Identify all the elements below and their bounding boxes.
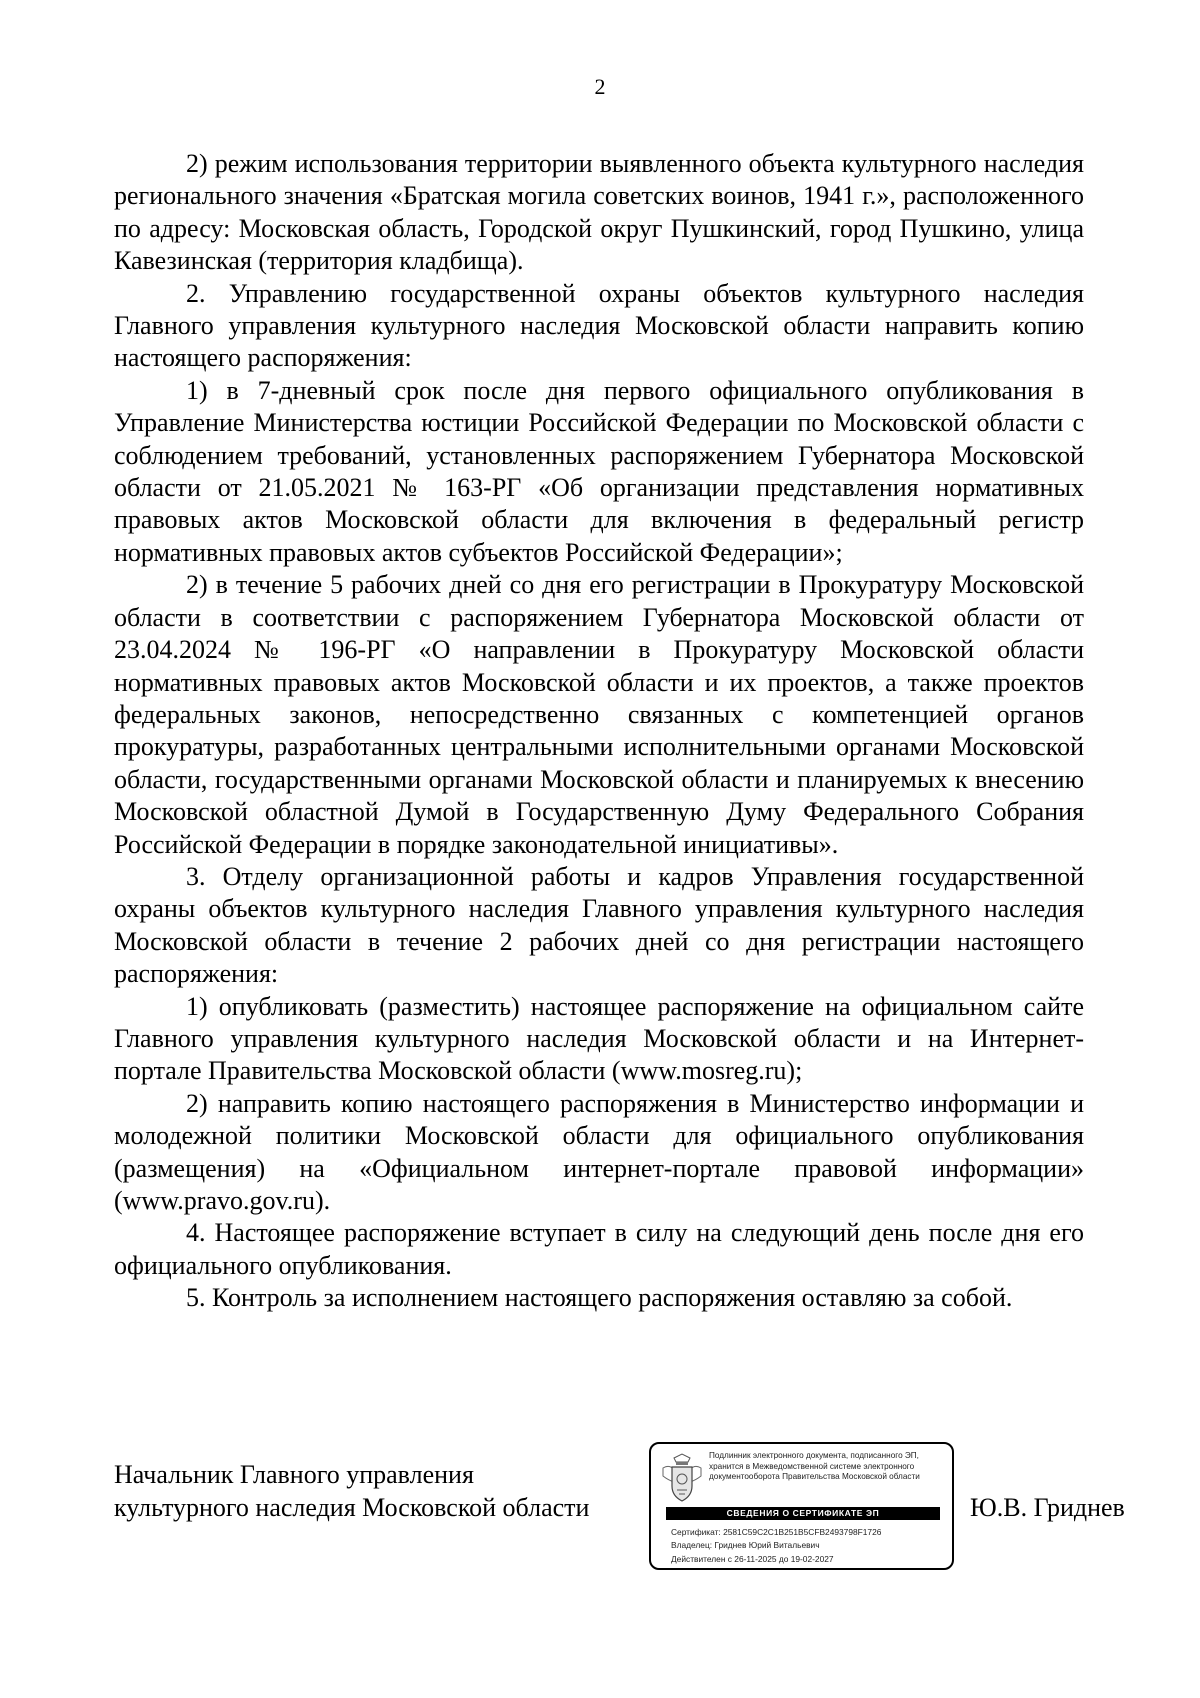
stamp-certificate-number: Сертификат: 2581C59C2C1B251B5CFB2493798F1726: [671, 1527, 882, 1537]
page-number: 2: [594, 74, 606, 99]
electronic-signature-stamp: [649, 1442, 954, 1570]
stamp-note: [709, 1451, 949, 1483]
paragraph-clause-5: 5. Контроль за исполнением настоящего распоряжения оставляю за собой.: [186, 1283, 1013, 1313]
stamp-note-line-1: Подлинник электронного документа, подписанного ЭП,: [709, 1451, 919, 1460]
moscow-oblast-coat-of-arms-icon: [660, 1452, 704, 1504]
stamp-note-line-3: документооборота Правительства Московской области: [709, 1472, 920, 1482]
stamp-certificate-details: [671, 1526, 951, 1566]
paragraph-clause-2: 2. Управлению государственной охраны объектов культурного наследия Главного управления культурного наследия Московской области направить копию настоящего распоряжения:: [114, 278, 1084, 373]
paragraph-clause-2-sub-2: 2) в течение 5 рабочих дней со дня его регистрации в Прокуратуру Московской области в соответствии с распоряжением Губернатора Московской области от 23.04.2024 № 196-РГ «О направлении в Прокуратуру Московской области нормативных правовых актов Московской области и их проектов, а также проектов федеральных законов, непосредственно связанных с компетенцией органов прокуратуры, разработанных центральными исполнительными органами Московской области, государственными органами Московской области и планируемых к внесению Московской областной Думой в Государственную Думу Федерального Собрания Российской Федерации в порядке законодательной инициативы».: [114, 570, 1084, 859]
stamp-note-line-2: хранится в Межведомственной системе электронного: [709, 1461, 915, 1471]
paragraph-clause-3-sub-1: 1) опубликовать (разместить) настоящее распоряжение на официальном сайте Главного управления культурного наследия Московской области и на Интернет-портале Правительства Московской области (www.mosreg.ru);: [114, 991, 1084, 1086]
signatory-position-line-2: культурного наследия Московской области: [114, 1493, 590, 1522]
signatory-position: [114, 1458, 654, 1524]
paragraph-clause-3: 3. Отделу организационной работы и кадров Управления государственной охраны объектов культурного наследия Главного управления культурного наследия Московской области в течение 2 рабочих дней со дня регистрации настоящего распоряжения:: [114, 861, 1084, 989]
signatory-position-line-1: Начальник Главного управления: [114, 1460, 474, 1489]
stamp-certificate-validity: Действителен с 26-11-2025 до 19-02-2027: [671, 1553, 834, 1564]
paragraph-item-2-regime: 2) режим использования территории выявленного объекта культурного наследия регионального значения «Братская могила советских воинов, 1941 г.», расположенного по адресу: Московская область, Городской округ Пушкинский, город Пушкино, улица Кавезинская (территория кладбища).: [114, 149, 1084, 276]
stamp-header-bar: СВЕДЕНИЯ О СЕРТИФИКАТЕ ЭП: [666, 1507, 940, 1520]
paragraph-clause-2-sub-1: 1) в 7-дневный срок после дня первого официального опубликования в Управление Министерства юстиции Российской Федерации по Московской области с соблюдением требований, установленных распоряжением Губернатора Московской области от 21.05.2021 № 163-РГ «Об организации представления нормативных правовых актов Московской области для включения в федеральный регистр нормативных правовых актов субъектов Российской Федерации»;: [114, 375, 1084, 567]
stamp-certificate-owner: Владелец: Гриднев Юрий Витальевич: [671, 1540, 820, 1551]
document-body: [114, 148, 1084, 1315]
signatory-name: Ю.В. Гриднев: [970, 1493, 1125, 1522]
paragraph-clause-4: 4. Настоящее распоряжение вступает в силу на следующий день после дня его официального опубликования.: [114, 1218, 1084, 1280]
paragraph-clause-3-sub-2: 2) направить копию настоящего распоряжения в Министерство информации и молодежной политики Московской области для официального опубликования (размещения) на «Официальном интернет-портале правовой информации» (www.pravo.gov.ru).: [114, 1088, 1084, 1215]
